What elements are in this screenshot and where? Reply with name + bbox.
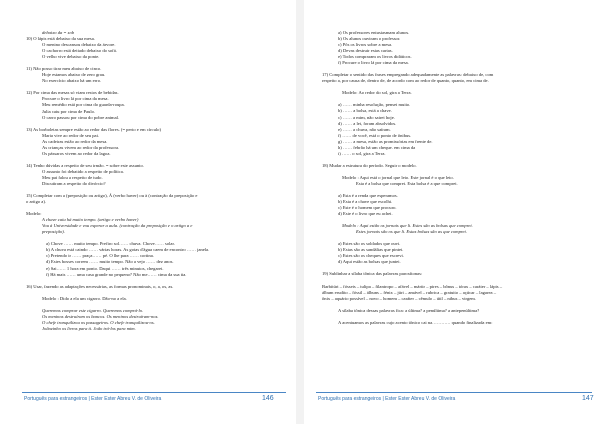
text-line: A chave caiu há muito tempo. (artigo e verbo haver) [42, 217, 139, 223]
text-line: c) Este é o homem que procuro. [338, 205, 397, 211]
text-line: c) Estes são os cheques que escrevi. [338, 253, 404, 259]
text-line: c) Pôs os livros sobre a mesa. [338, 42, 393, 48]
text-line: c) …… a mim, não sairei hoje. [338, 114, 395, 120]
text-line: b) Estas são as sandálias que pintei. [338, 247, 404, 253]
text-line: 17) Completar o sentido das frases empregando adequadamente as palavras: debaixo de, com [322, 72, 494, 78]
text-line: Maria vive ao redor de seu pai. [42, 132, 100, 138]
text-line: a) Estes são os soldados que ouvi. [338, 241, 401, 247]
text-line: Modelo : Aqui está o jornal que leio. Este jornal é o que leio. [342, 174, 454, 180]
text-line: 10) O lápis está debaixo da sua mesa. [26, 36, 95, 42]
text-line: O chefe tranquilizou os passageiros. O chefe tranquilizou-os. [42, 319, 155, 325]
text-line: Meu pai falou a respeito de tudo. [42, 174, 103, 180]
text-line: No exercício abaixo há um erro. [42, 78, 102, 84]
text-line: O cachorro está deitado debaixo do sofá. [42, 48, 117, 54]
text-line: O assunto foi debatido a respeito de política. [42, 168, 124, 174]
text-line: debaixo da = sob [42, 30, 75, 35]
footer-text: Português para estrangeiros | Ester Ester Abreu V. de Oliveira [24, 396, 162, 402]
text-line: Modelo: [26, 211, 42, 217]
text-line: Os pássaros vivem ao redor da lagoa. [42, 150, 111, 156]
text-line: 15) Completar com a (preposição ou artigo), Á (verbo haver) ou à (contração da preposição e [26, 193, 198, 199]
text-line: a) …… minha resolução, pensei muito. [338, 102, 411, 108]
text-line: O carro passou por cima do pobre animal. [42, 114, 120, 120]
text-line: O menino descansou debaixo da árvore. [42, 42, 116, 48]
text-line: Modelo: Ao redor do sol, gira a Terra. [342, 90, 412, 96]
text-line: Discutiram a respeito do divórcio? [42, 180, 106, 186]
text-line: respeito a, por causa de, dentro de, de acordo com ao redor de quanto, quanto, em cima de. [322, 78, 489, 84]
text-line: b) A chuva está caindo …… várias horas. As gotas d'água caem de encontro …… janela. [46, 247, 210, 253]
left-page-footer [22, 392, 286, 407]
page-gutter [296, 0, 304, 424]
text-line: O velho vive debaixo da ponte. [42, 54, 100, 60]
text-line: Esta é a bolsa que comprei. Esta bolsa é a que comprei. [356, 180, 458, 186]
text-line: e) …… a chuva, não saíram. [338, 126, 391, 132]
text-line: o artigo a). [26, 199, 47, 205]
text-line: Os meninos destruíram os bancos. Os meninos destruíram-nos. [42, 313, 159, 319]
text-line: Procure o livro lá por cima da mesa. [42, 96, 109, 102]
right-page [304, 0, 600, 424]
text-line: Queremos comprar este cigarro. Queremos comprá-lo. [42, 307, 144, 313]
text-line: i) …… o sol, gira a Terra. [338, 150, 386, 156]
text-line: a) Chove …… muito tempo. Prefiro sol…… chuva. Chove…… solar. [46, 241, 175, 247]
text-line: e) Todos compraram os livros didáticos. [338, 54, 412, 60]
text-line: Modelo : Dido a ela um cigarro. Dão-no a ela. [42, 295, 127, 301]
text-line: 19) Sublinhar a sílaba tônica das palavras paroxítonas: [322, 271, 423, 277]
left-page-content [26, 30, 282, 332]
text-line: d) Este é o livro que eu achei. [338, 211, 393, 217]
text-line: f) Procure o livro lá por cima da mesa. [338, 60, 409, 66]
text-line: A acentuamos as palavras cujo acento tônico cai na………… quando finalizada em: [338, 319, 493, 325]
text-line: 11) Não posso tirar meu abaixo de cinco. [26, 66, 102, 72]
text-line: 16) Usar, fazendo as adaptações necessárias, as formas pronominais, o, a, os, as. [26, 283, 174, 289]
text-line: Julia caiu por cima de Paulo. [42, 108, 96, 114]
text-line: d) Devas destruir estas cartas. [338, 48, 393, 54]
text-line: Modelo : Aqui estão os jornais que li. Estes são as bolsas que comprei. [342, 223, 473, 229]
text-line: h) …… febrão há um cheque. em cima da [338, 144, 416, 150]
text-line: Joãozinho os livros para ti. João trá-los para mim. [42, 325, 136, 331]
text-line: preposição). [42, 229, 65, 235]
text-line: f) …… de você, está o ponto de ônibus. [338, 132, 412, 138]
text-line: Estes jornais são os que li. Estas bolsas são as que comprei. [356, 229, 467, 235]
text-line: d) Aqui estão as bolsas que juntei. [338, 259, 401, 265]
text-line: c) Pretendo ir …… praça…… pé. O lhe para …… cortina. [46, 253, 154, 259]
text-line: 13) As borboletas sempre estão ao redor das flores. (= perto e em círculo) [26, 126, 161, 132]
text-line: d) …… a lei, foram absolvidos. [338, 120, 397, 126]
text-line: Barbitúri – fósseis – tulipa – filantropo – afável – mártir – pires – bônus – tórax – caráter – lápis – [322, 283, 503, 289]
text-line: Meu remédio está por cima do guarda-roupa. [42, 102, 125, 108]
text-line: 12) Por cima das mesas só viam restos de bebidas. [26, 90, 119, 96]
text-line: a) Os professores entusiasmam alunos. [338, 30, 410, 35]
text-line: Hoje estamos abaixo de zero grau. [42, 72, 106, 78]
text-line: b) …… a bolsa, está a chave. [338, 108, 392, 114]
text-line: 18) Mudar a estrutura do período. Seguir o modelo. [322, 162, 417, 168]
page-number: 147 [582, 395, 594, 402]
text-line: e) Sai…… 1 hora em ponto. Daqui …… três minutos, chegarei. [46, 265, 164, 271]
text-line: Vou à Universidade e vou esperar a aula. (contração da preposição e o artigo a e [42, 223, 193, 229]
right-page-footer [316, 392, 592, 407]
right-page-content [322, 30, 584, 326]
text-line: a) Esta é a renda que esperamos. [338, 192, 398, 198]
text-line: g) …… a mesa, estão as promissórias em frente de. [338, 138, 433, 144]
text-line: b) Esta é a chave que escolhi. [338, 199, 393, 205]
text-line: álbum erudito – fóssil – álbuns – fénix – júri – amável – rubrica – gratuito – açúcar – lagarea – [322, 289, 496, 295]
text-line: ônix – aquário possível – novo – homem – caráter – cêmulo – útil – nibus – virgem. [322, 295, 477, 301]
text-line: As cadeiras estão ao redor da mesa. [42, 138, 108, 144]
text-line: A sílaba tônica dessas palavras fica: a última? a penúltima? a antepenúltima? [338, 307, 480, 313]
left-page [0, 0, 296, 424]
text-line: As crianças vivem ao redor da professora. [42, 144, 120, 150]
text-line: f) Há mais …… uma casa grande no pequeno? Não me…… cima da sua tia. [46, 271, 187, 277]
text-line: 14) Tenho dúvidas a respeito de seu irmão. = sobre este assunto. [26, 162, 144, 168]
page-number: 146 [262, 395, 274, 402]
text-line: b) Os alunos ouviram o professor. [338, 36, 401, 42]
footer-text: Português para estrangeiros | Ester Ester Abreu V. de Oliveira [318, 396, 456, 402]
text-line: d) Estes bosses correm …… muito tempo. Não a vejo …… dez anos. [46, 259, 174, 265]
